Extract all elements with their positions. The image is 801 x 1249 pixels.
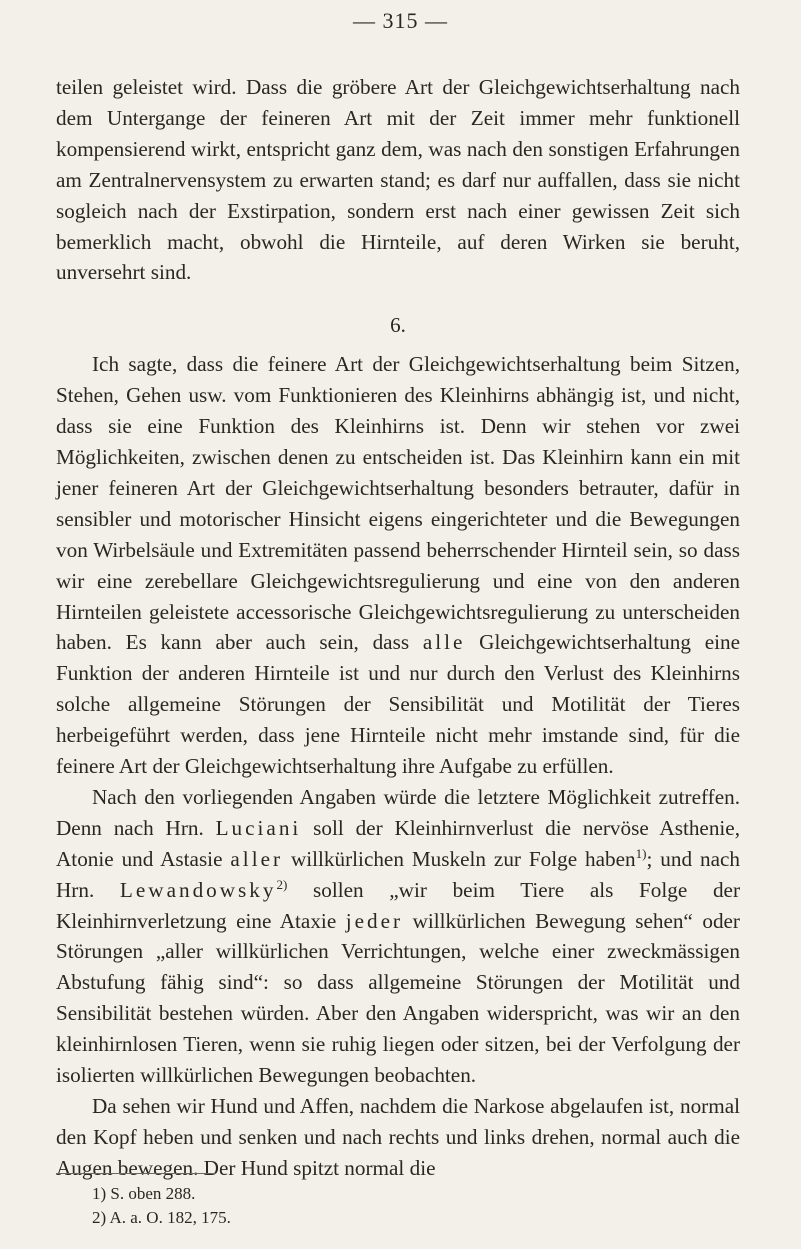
paragraph-3-part-4: ; und nach Hrn. <box>56 846 740 902</box>
emphasis-jeder: jeder <box>345 908 404 933</box>
section-number: 6. <box>390 313 406 338</box>
paragraph-4: Da sehen wir Hund und Affen, nachdem die Narkose abgelaufen ist, normal den Kopf heben und senken und nach rechts und links drehen, normal auch die Augen bewegen. Der Hund spitzt normal die <box>56 1094 740 1180</box>
author-name-lewandowsky: Lewandowsky <box>119 877 277 902</box>
paragraph-2-part-1: Ich sagte, dass die feinere Art der Gleichgewichtserhaltung beim Sitzen, Stehen, Gehen usw. vom Funktionieren des Kleinhirns abhängig ist, und nicht, dass sie eine Funktion des Kleinhirns ist. Denn wir stehen vor zwei Möglichkeiten, zwischen denen zu entscheiden ist. Das Kleinhirn kann ein mit jener feineren Art der Gleichgewichtserhaltung besonders betrauter, dafür in sensibler und motorischer Hinsicht eigens eingerichteter und die Bewegungen von Wirbelsäule und Extremitäten passend beherrschender Hirnteil sein, so dass wir eine zerebellare Gleichgewichtsregulierung und eine von den anderen Hirnteilen geleistete accessorische Gleichgewichtsregulierung zu unterscheiden haben. Es kann aber auch sein, dass <box>56 352 740 655</box>
footnote-2: 2) A. a. O. 182, 175. <box>92 1208 231 1227</box>
footnote-ref-2[interactable]: 2) <box>276 876 288 892</box>
paragraph-2-part-2: Gleichgewichtserhaltung eine Funktion der anderen Hirnteile ist und nur durch den Verlust des Kleinhirns solche allgemeine Störungen der Sensibilität und Motilität der Tieres herbeigeführt werden, dass jene Hirnteile nicht mehr imstande sind, für die feinere Art der Gleichgewichtserhaltung ihre Aufgabe zu erfüllen. <box>56 630 740 779</box>
footnotes <box>92 1182 231 1230</box>
page-number: — 315 — <box>353 8 448 33</box>
paragraph-3 <box>56 782 740 1091</box>
paragraph-3-part-2: soll der Kleinhirnverlust die nervöse Asthenie, Atonie und Astasie <box>56 815 741 871</box>
paragraph-2 <box>56 349 740 782</box>
footnote-1: 1) S. oben 288. <box>92 1184 196 1203</box>
footnote-ref-1[interactable]: 1) <box>635 845 647 861</box>
paragraph-continuation: teilen geleistet wird. Dass die gröbere Art der Gleichgewichtserhaltung nach dem Untergange der feineren Art mit der Zeit immer mehr funktionell kompensierend wirkt, entspricht ganz dem, was nach den sonstigen Erfahrungen am Zentralnervensystem zu erwarten stand; es darf nur auffallen, dass sie nicht sogleich nach der Exstirpation, sondern erst nach einer gewissen Zeit sich bemerklich macht, obwohl die Hirnteile, auf deren Wirken sie beruht, unversehrt sind. <box>56 75 740 285</box>
paragraph-3-part-5: sollen „wir beim Tiere als Folge der Kleinhirnverletzung eine Ataxie <box>56 877 741 933</box>
body-text <box>56 72 740 1184</box>
paragraph-3-part-1: Nach den vorliegenden Angaben würde die letztere Möglichkeit zutreffen. Denn nach Hrn. <box>56 784 740 840</box>
emphasis-alle: alle <box>422 630 466 655</box>
footnote-divider <box>56 1173 216 1174</box>
paragraph-3-part-3: willkürlichen Muskeln zur Folge haben <box>283 846 636 871</box>
emphasis-aller: aller <box>230 846 284 871</box>
paragraph-3-part-6: willkürlichen Bewegung sehen“ oder Störungen „aller willkürlichen Verrichtungen, welche einer zweckmässigen Abstufung fähig sind“: so dass allgemeine Störungen der Motilität und Sensibilität bestehen würden. Aber den Angaben widerspricht, was wir an den kleinhirnlosen Tieren, wenn sie ruhig liegen oder sitzen, bei der Verfolgung der isolierten willkürlichen Bewegungen beobachten. <box>56 908 740 1088</box>
author-name-luciani: Luciani <box>215 815 302 840</box>
